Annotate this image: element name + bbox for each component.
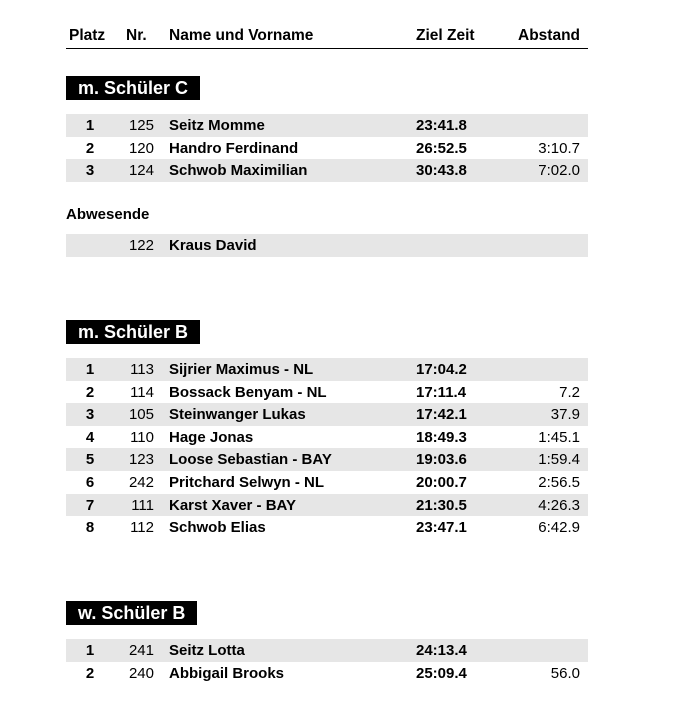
- cell-platz: 2: [85, 139, 95, 157]
- cell-zeit: 30:43.8: [416, 162, 467, 180]
- cell-name: Hage Jonas: [169, 428, 254, 446]
- cell-zeit: 24:13.4: [416, 642, 467, 659]
- cell-platz: 1: [85, 361, 95, 378]
- table-row: [66, 639, 588, 662]
- cell-zeit: 20:00.7: [416, 473, 467, 491]
- cell-nr: 125: [128, 117, 154, 134]
- cell-name: Pritchard Selwyn - NL: [169, 473, 325, 491]
- section-title: m. Schüler B: [66, 320, 200, 344]
- cell-platz: 8: [85, 519, 95, 537]
- table-row: [66, 471, 588, 494]
- table-header: [66, 26, 588, 49]
- cell-name: Abbigail Brooks: [169, 664, 285, 682]
- cell-zeit: 26:52.5: [416, 139, 467, 157]
- table-row: [66, 114, 588, 137]
- cell-nr: 241: [128, 642, 154, 659]
- cell-platz: 6: [85, 473, 95, 491]
- cell-name: Kraus David: [169, 237, 257, 254]
- cell-abstand: 37.9: [550, 406, 580, 424]
- cell-abstand: 3:10.7: [538, 139, 580, 157]
- cell-name: Seitz Lotta: [169, 642, 245, 659]
- cell-name: Karst Xaver - BAY: [169, 496, 297, 514]
- cell-abstand: 1:45.1: [538, 428, 580, 446]
- cell-nr: 240: [128, 664, 154, 682]
- table-row: [66, 381, 588, 404]
- cell-zeit: 17:42.1: [416, 406, 467, 424]
- cell-platz: 3: [85, 162, 95, 180]
- cell-zeit: 25:09.4: [416, 664, 467, 682]
- cell-zeit: 17:11.4: [416, 383, 467, 401]
- cell-name: Seitz Momme: [169, 117, 265, 134]
- cell-nr: 120: [128, 139, 154, 157]
- cell-abstand: 56.0: [550, 664, 580, 682]
- section-rows: [66, 114, 588, 182]
- section-title: Abwesende: [66, 206, 150, 223]
- header-abstand: Abstand: [518, 27, 580, 44]
- cell-name: Loose Sebastian - BAY: [169, 451, 332, 469]
- table-row: [66, 494, 588, 517]
- cell-name: Bossack Benyam - NL: [169, 383, 327, 401]
- section-rows: [66, 234, 588, 257]
- table-row: [66, 516, 588, 539]
- cell-nr: 242: [128, 473, 154, 491]
- cell-zeit: 17:04.2: [416, 361, 467, 378]
- table-row: [66, 159, 588, 182]
- cell-nr: 113: [130, 361, 154, 378]
- cell-nr: 110: [130, 428, 154, 446]
- cell-platz: 5: [85, 451, 95, 469]
- cell-nr: 114: [130, 383, 154, 401]
- section-rows: [66, 639, 588, 684]
- table-row: [66, 234, 588, 257]
- cell-zeit: 18:49.3: [416, 428, 467, 446]
- cell-platz: 2: [85, 383, 95, 401]
- cell-platz: 1: [85, 642, 95, 659]
- cell-name: Schwob Elias: [169, 519, 266, 537]
- cell-abstand: 1:59.4: [538, 451, 580, 469]
- table-row: [66, 662, 588, 685]
- cell-platz: 1: [85, 117, 95, 134]
- cell-name: Sijrier Maximus - NL: [169, 361, 314, 378]
- cell-name: Schwob Maximilian: [169, 162, 308, 180]
- table-row: [66, 403, 588, 426]
- cell-name: Steinwanger Lukas: [169, 406, 306, 424]
- cell-nr: 111: [131, 496, 154, 514]
- cell-zeit: 23:41.8: [416, 117, 467, 134]
- cell-abstand: 4:26.3: [538, 496, 580, 514]
- cell-platz: 7: [85, 496, 95, 514]
- cell-nr: 105: [128, 406, 154, 424]
- header-name: Name und Vorname: [169, 27, 314, 44]
- cell-platz: 2: [85, 664, 95, 682]
- section-title: w. Schüler B: [66, 601, 197, 625]
- section-title: m. Schüler C: [66, 76, 200, 100]
- cell-platz: 3: [85, 406, 95, 424]
- cell-zeit: 19:03.6: [416, 451, 467, 469]
- cell-abstand: 7.2: [559, 383, 580, 401]
- cell-abstand: 7:02.0: [538, 162, 580, 180]
- section-rows: [66, 358, 588, 539]
- header-zeit: Ziel Zeit: [416, 27, 475, 44]
- table-row: [66, 358, 588, 381]
- cell-abstand: 2:56.5: [538, 473, 580, 491]
- cell-abstand: 6:42.9: [538, 519, 580, 537]
- cell-zeit: 23:47.1: [416, 519, 467, 537]
- header-platz: Platz: [69, 27, 106, 44]
- table-row: [66, 137, 588, 160]
- cell-nr: 124: [128, 162, 154, 180]
- cell-nr: 122: [128, 237, 154, 254]
- header-nr: Nr.: [126, 27, 147, 44]
- table-row: [66, 426, 588, 449]
- cell-nr: 112: [130, 519, 154, 537]
- table-row: [66, 448, 588, 471]
- cell-name: Handro Ferdinand: [169, 139, 299, 157]
- cell-zeit: 21:30.5: [416, 496, 467, 514]
- cell-nr: 123: [128, 451, 154, 469]
- cell-platz: 4: [85, 428, 95, 446]
